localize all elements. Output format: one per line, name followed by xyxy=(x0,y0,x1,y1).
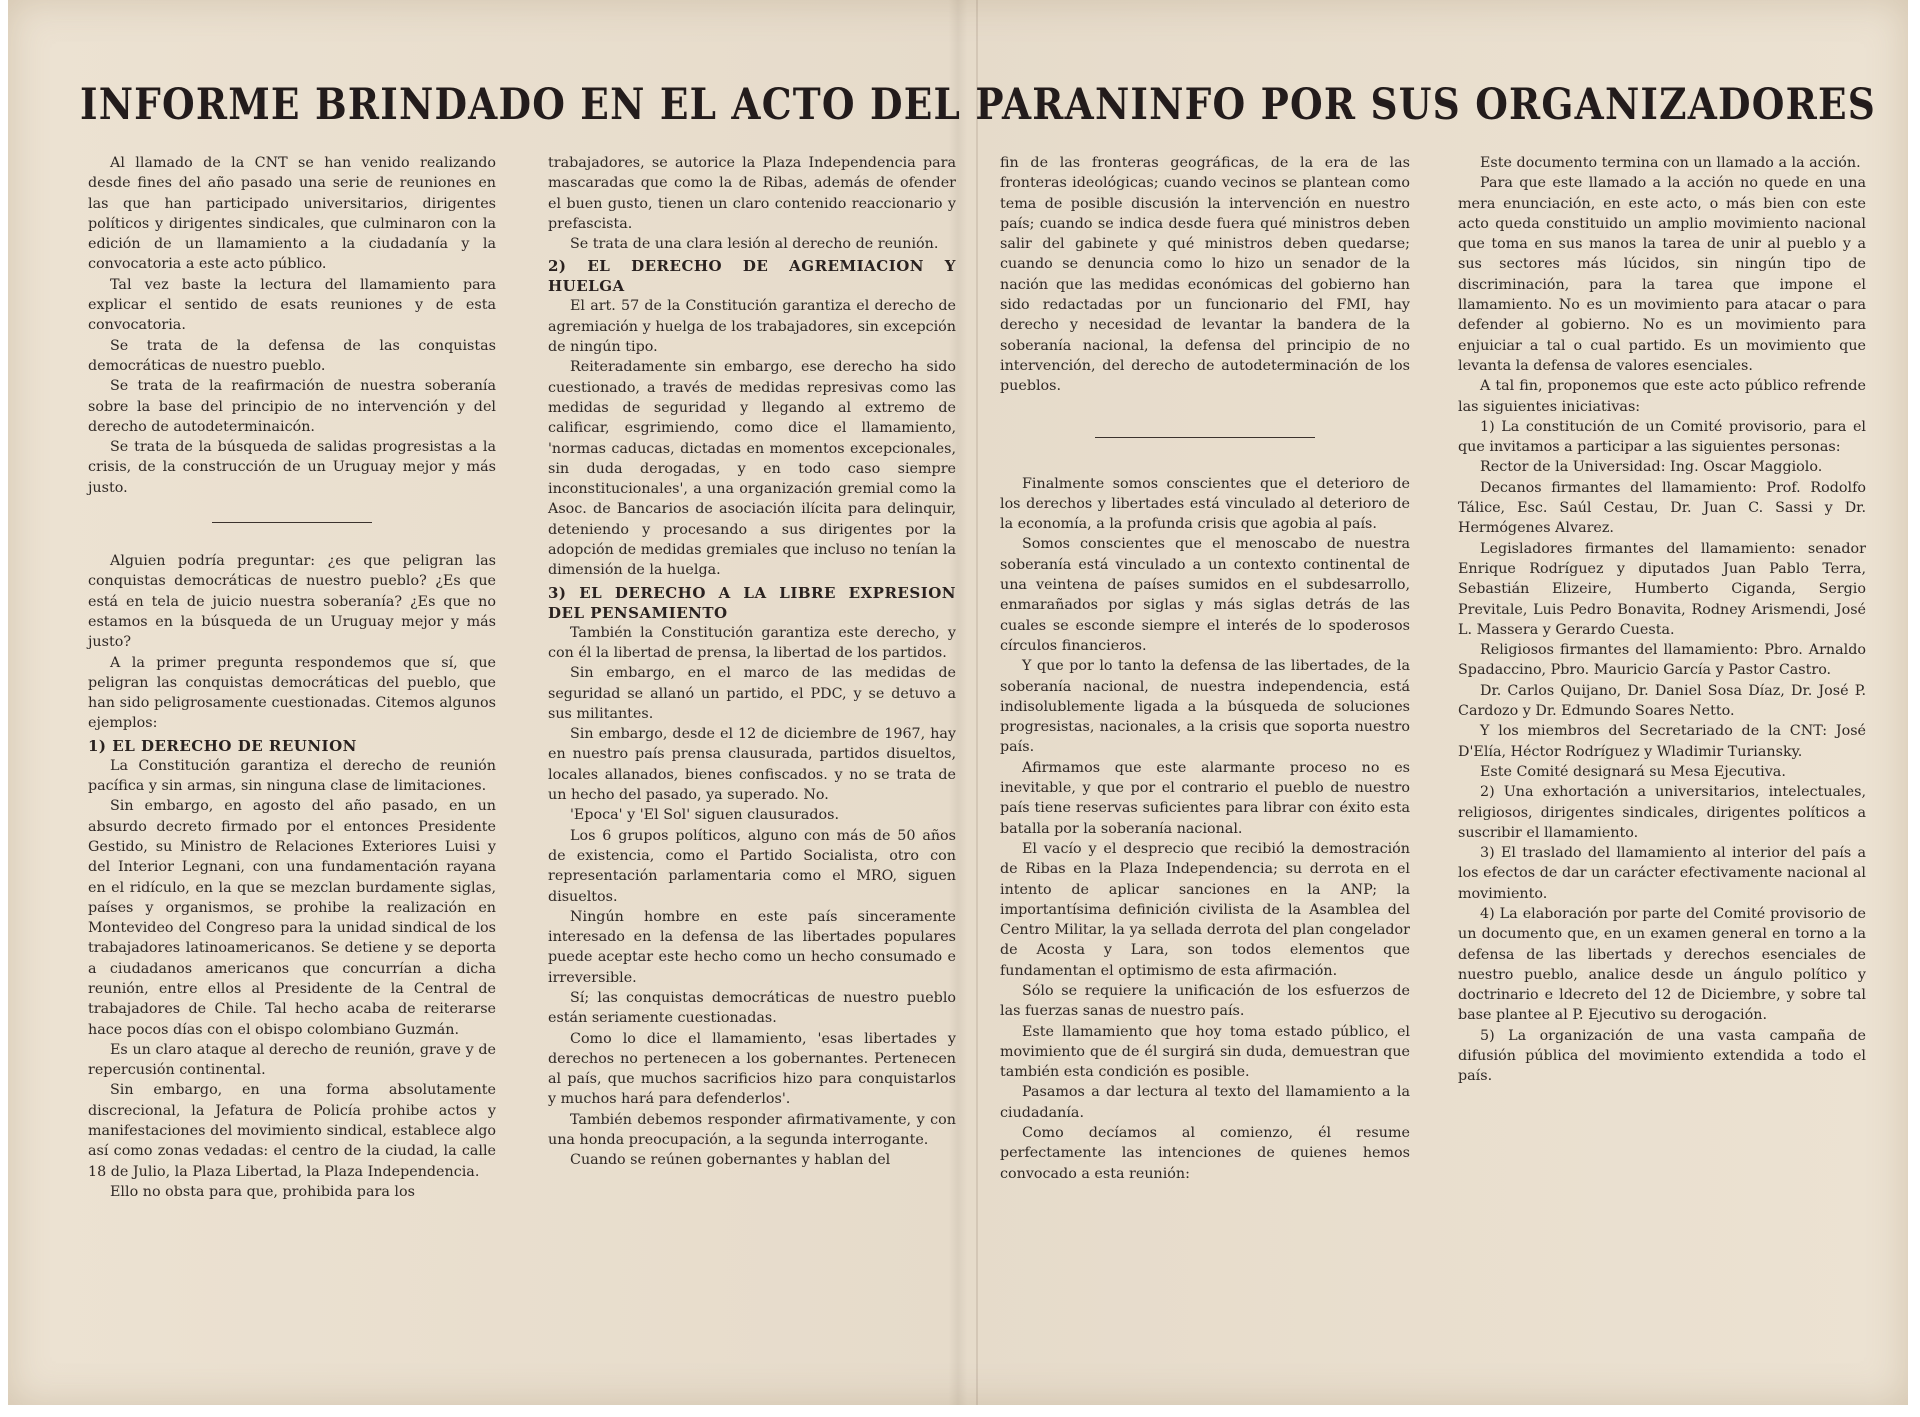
paragraph: Y que por lo tanto la defensa de las libertades, de la soberanía nacional, de nuestra independencia, está indisolublemente ligada a la búsqueda de soluciones progresistas, nacionales, a la crisis que soporta nuestro país. xyxy=(1000,658,1410,756)
paragraph: También debemos responder afirmativamente, y con una honda preocupación, a la segunda interrogante. xyxy=(548,1111,956,1149)
list-item: 5) La organización de una vasta campaña de difusión pública del movimiento extendida a todo el país. xyxy=(1458,1027,1866,1085)
paragraph: Religiosos firmantes del llamamiento: Pbro. Arnaldo Spadaccino, Pbro. Mauricio García y Pastor Castro. xyxy=(1458,642,1866,679)
paragraph: Decanos firmantes del llamamiento: Prof. Rodolfo Tálice, Esc. Saúl Cestau, Dr. Juan C. Sassi y Dr. Hermógenes Alvarez. xyxy=(1458,479,1866,537)
paragraph: Finalmente somos conscientes que el deterioro de los derechos y libertades está vinculado al deterioro de la economía, a la profunda crisis que agobia al país. xyxy=(1000,475,1410,533)
column-4 xyxy=(1458,153,1866,1087)
paragraph: Sin embargo, en agosto del año pasado, en un absurdo decreto firmado por el entonces Presidente Gestido, su Ministro de Relaciones Exteriores Luisi y del Interior Legnani, con una fundamentación rayana en el ridículo, en la que se mezclan burdamente siglas, países y organismos, se prohibe la realización en Montevideo del Congreso para la unidad sindical de los trabajadores latinoamericanos. Se detiene y se deporta a ciudadanos americanos que concurrían a dicha reunión, entre ellos al Presidente de la Central de trabajadores de Chile. Tal hecho acaba de reiterarse hace pocos días con el obispo colombiano Guzmán. xyxy=(88,798,496,1038)
paragraph: Este documento termina con un llamado a la acción. xyxy=(1480,155,1861,171)
paragraph: Al llamado de la CNT se han venido realizando desde fines del año pasado una serie de reuniones en las que han participado universitarios, dirigentes políticos y dirigentes sindicales, que culminaron con la edición de un llamamiento a la ciudadanía y la convocatoria a este acto público. xyxy=(88,155,496,273)
paragraph: Sin embargo, en una forma absolutamente discrecional, la Jefatura de Policía prohibe actos y manifestaciones del movimiento sindical, establece algo así como zonas vedadas: el centro de la ciudad, la calle 18 de Julio, la Plaza Libertad, la Plaza Independencia. xyxy=(88,1082,496,1180)
paragraph: Los 6 grupos políticos, alguno con más de 50 años de existencia, como el Partido Socialista, otro con representación parlamentaria como el MRO, siguen disueltos. xyxy=(548,827,956,905)
paragraph: Ello no obsta para que, prohibida para los xyxy=(110,1183,415,1200)
paragraph: Tal vez baste la lectura del llamamiento para explicar el sentido de esats reuniones y de esta convocatoria. xyxy=(88,276,496,334)
section-rule xyxy=(1095,437,1315,438)
paragraph: Como lo dice el llamamiento, 'esas libertades y derechos no pertenecen a los gobernantes. Pertenecen al país, que muchos sacrificios hizo para conquistarlos y muchos hará para defenderlos'. xyxy=(548,1030,956,1108)
column-1 xyxy=(88,153,496,1202)
list-item: 4) La elaboración por parte del Comité provisorio de un documento que, en un examen general en torno a la defensa de las libertads y derechos esenciales de nuestro pueblo, analice desde un ángulo político y doctrinario e ldecreto del 12 de Diciembre, y sobre tal base plantee al P. Ejecutivo su derogación. xyxy=(1458,905,1866,1024)
paragraph: Este llamamiento que hoy toma estado público, el movimiento que de él surgirá sin duda, demuestran que también esta condición es posible. xyxy=(1000,1023,1410,1081)
section-rule xyxy=(212,522,372,523)
paragraph: A tal fin, proponemos que este acto público refrende las siguientes iniciativas: xyxy=(1458,378,1866,415)
headline: INFORME BRINDADO EN EL ACTO DEL PARANINFO POR SUS ORGANIZADORES xyxy=(79,78,1877,130)
paragraph: El vacío y el desprecio que recibió la demostración de Ribas en la Plaza Independencia; su derrota en el intento de aplicar sanciones en la ANP; la importantísima definición civilista de la Asamblea del Centro Militar, la ya sellada derrota del plan congelador de Acosta y Lara, son todos elementos que fundamentan el optimismo de esta afirmación. xyxy=(1000,840,1410,979)
paragraph: Sólo se requiere la unificación de los esfuerzos de las fuerzas sanas de nuestro país. xyxy=(1000,982,1410,1020)
paragraph: Sin embargo, desde el 12 de diciembre de 1967, hay en nuestro país prensa clausurada, partidos disueltos, locales allanados, bienes confiscados. y no se trata de un hecho del pasado, ya superado. No. xyxy=(548,726,956,804)
paragraph: Se trata de la defensa de las conquistas democráticas de nuestro pueblo. xyxy=(88,337,496,374)
paragraph: fin de las fronteras geográficas, de la era de las fronteras ideológicas; cuando vecinos se plantean como tema de posible discusión la intervención en nuestro país; cuando se indica desde fuera qué ministros deben salir del gabinete y qué ministros deben quedarse; cuando se denuncia como lo hizo un senador de la nación que las medidas económicas del gobierno han sido redactadas por un funcionario del FMI, hay derecho y necesidad de levantar la bandera de la soberanía nacional, la defensa del principio de no intervención, del derecho de autodeterminación de los pueblos. xyxy=(1000,155,1410,395)
paragraph: 'Epoca' y 'El Sol' siguen clausurados. xyxy=(570,807,840,824)
paragraph: Dr. Carlos Quijano, Dr. Daniel Sosa Díaz, Dr. José P. Cardozo y Dr. Edmundo Soares Netto. xyxy=(1458,682,1866,720)
paragraph: Alguien podría preguntar: ¿es que peligran las conquistas democráticas de nuestro pueblo? ¿Es que está en tela de juicio nuestra soberanía? ¿Es que no estamos en la búsqueda de un Uruguay mejor y más justo? xyxy=(88,553,496,651)
paragraph: La Constitución garantiza el derecho de reunión pacífica y sin armas, sin ninguna clase de limitaciones. xyxy=(88,757,496,795)
paragraph: Como decíamos al comienzo, él resume perfectamente las intenciones de quienes hemos convocado a esta reunión: xyxy=(1000,1125,1410,1182)
paragraph: Reiteradamente sin embargo, ese derecho ha sido cuestionado, a través de medidas represivas como las medidas de seguridad y llegando al extremo de calificar, esgrimiendo, como dice el llamamiento, 'normas caducas, dictadas en momentos excepcionales, sin duda derogadas, y en todo caso siempre inconstitucionales', a una organización gremial como la Asoc. de Bancarios de asociación ilícita para delinquir, deteniendo y procesando a sus dirigentes por la adopción de medidas gremiales que incluso no tenían la dimensión de la huelga. xyxy=(548,359,956,579)
section-heading: 2) EL DERECHO DE AGREMIACION Y HUELGA xyxy=(548,257,956,296)
paragraph: Es un claro ataque al derecho de reunión, grave y de repercusión continental. xyxy=(88,1041,496,1079)
paragraph: Y los miembros del Secretariado de la CNT: José D'Elía, Héctor Rodríguez y Wladimir Turiansky. xyxy=(1458,723,1866,760)
paragraph: Se trata de una clara lesión al derecho de reunión. xyxy=(570,236,939,253)
column-3 xyxy=(1000,153,1410,1184)
paragraph: Ningún hombre en este país sinceramente interesado en la defensa de las libertades populares puede aceptar este hecho como un hecho consumado e irreversible. xyxy=(548,908,956,986)
section-heading: 1) EL DERECHO DE REUNION xyxy=(88,736,357,755)
list-item: 2) Una exhortación a universitarios, intelectuales, religiosos, dirigentes sindicales, dirigentes políticos a suscribir el llamamiento. xyxy=(1458,784,1866,841)
paragraph: Se trata de la búsqueda de salidas progresistas a la crisis, de la construcción de un Uruguay mejor y más justo. xyxy=(88,439,496,496)
paragraph: Rector de la Universidad: Ing. Oscar Maggiolo. xyxy=(1480,459,1823,476)
list-item: 3) El traslado del llamamiento al interior del país a los efectos de dar un carácter efectivamente nacional al movimiento. xyxy=(1458,845,1866,902)
paragraph: Pasamos a dar lectura al texto del llamamiento a la ciudadanía. xyxy=(1000,1084,1410,1121)
paragraph: Cuando se reúnen gobernantes y hablan del xyxy=(570,1152,891,1169)
paragraph: Este Comité designará su Mesa Ejecutiva. xyxy=(1480,763,1786,780)
paragraph: Afirmamos que este alarmante proceso no es inevitable, y que por el contrario el pueblo de nuestro país tiene reservas suficientes para librar con éxito esta batalla por la soberanía nacional. xyxy=(1000,759,1410,837)
list-item: 1) La constitución de un Comité provisorio, para el que invitamos a participar a las siguientes personas: xyxy=(1458,418,1866,456)
paragraph: El art. 57 de la Constitución garantiza el derecho de agremiación y huelga de los trabajadores, sin excepción de ningún tipo. xyxy=(548,298,956,356)
paragraph: Somos conscientes que el menoscabo de nuestra soberanía está vinculado a un contexto continental de una veintena de países sumidos en el subdesarrollo, enmarañados por siglas y más siglas detrás de las cuales se esconde siempre el interés de lo spoderosos círculos financieros. xyxy=(1000,536,1410,654)
section-heading: 3) EL DERECHO A LA LIBRE EXPRESION DEL PENSAMIENTO xyxy=(548,583,956,622)
paragraph: Legisladores firmantes del llamamiento: senador Enrique Rodríguez y diputados Juan Pablo Terra, Sebastián Elizeire, Humberto Ciganda, Sergio Previtale, Luis Pedro Bonavita, Rodney Arismendi, José L. Massera y Gerardo Cuesta. xyxy=(1458,540,1866,638)
paragraph: También la Constitución garantiza este derecho, y con él la libertad de prensa, la libertad de los partidos. xyxy=(548,624,956,661)
paragraph: Se trata de la reafirmación de nuestra soberanía sobre la base del principio de no intervención y del derecho de autodeterminaicón. xyxy=(88,378,496,435)
paragraph: Para que este llamado a la acción no quede en una mera enunciación, en este acto, o más bien con este acto queda constituido un amplio movimiento nacional que toma en sus manos la tarea de unir al pueblo y a sus sectores más lúcidos, sin ningún tipo de discriminación, para la tarea que impone el llamamiento. No es un movimiento para atacar o para defender al gobierno. No es un movimiento para enjuiciar a tal o cual partido. Es un movimiento que levanta la defensa de valores esenciales. xyxy=(1458,175,1866,374)
column-2 xyxy=(548,153,956,1171)
paragraph: Sí; las conquistas democráticas de nuestro pueblo están seriamente cuestionadas. xyxy=(548,989,956,1027)
page-fold xyxy=(976,0,978,1405)
paragraph: trabajadores, se autorice la Plaza Independencia para mascaradas que como la de Ribas, además de ofender el buen gusto, tienen un claro contenido reaccionario y prefascista. xyxy=(548,155,956,232)
newspaper-page xyxy=(8,0,1908,1405)
paragraph: Sin embargo, en el marco de las medidas de seguridad se allanó un partido, el PDC, y se detuvo a sus militantes. xyxy=(548,665,956,722)
paragraph: A la primer pregunta respondemos que sí, que peligran las conquistas democráticas del pueblo, que han sido peligrosamente cuestionadas. Citemos algunos ejemplos: xyxy=(88,654,496,732)
